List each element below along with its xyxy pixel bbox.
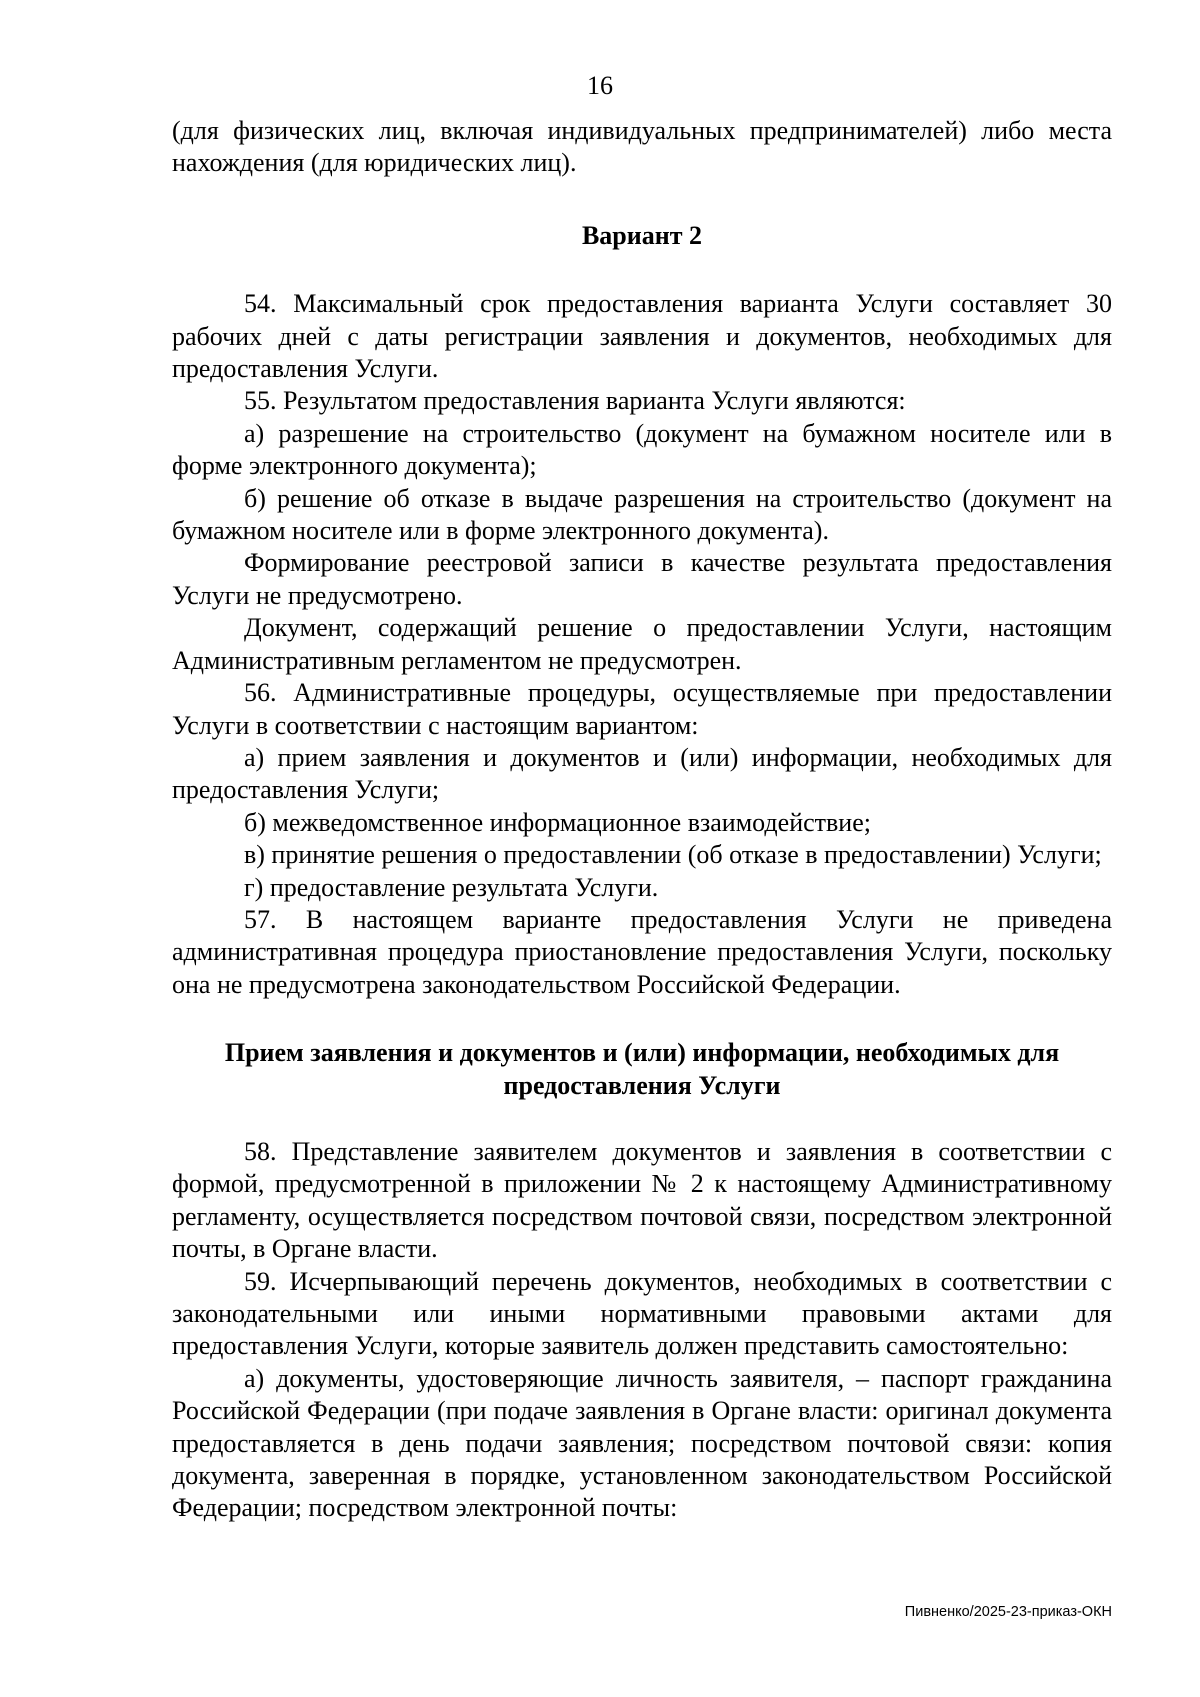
paragraph-55-a: а) разрешение на строительство (документ на бумажном носителе или в форме электронного документа); [172, 418, 1112, 481]
paragraph-56-c: в) принятие решения о предоставлении (об отказе в предоставлении) Услуги; [244, 840, 1102, 870]
paragraph-56-a: а) прием заявления и документов и (или) информации, необходимых для предоставления Услуги; [172, 742, 1112, 805]
paragraph-55-b: б) решение об отказе в выдаче разрешения на строительство (документ на бумажном носителе или в форме электронного документа). [172, 483, 1112, 546]
paragraph-56-b: б) межведомственное информационное взаимодействие; [244, 807, 871, 837]
paragraph-57: 57. В настоящем варианте предоставления Услуги не приведена административная процедура приостановление предоставления Услуги, поскольку она не предусмотрена законодательством Российской Федерации. [172, 904, 1112, 999]
paragraph-registry-record: Формирование реестровой записи в качестве результата предоставления Услуги не предусмотрено. [172, 548, 1112, 610]
paragraph-56: 56. Административные процедуры, осуществляемые при предоставлении Услуги в соответствии с настоящим вариантом: [172, 678, 1112, 740]
paragraph-continuation: (для физических лиц, включая индивидуальных предпринимателей) либо места нахождения (для юридических лиц). [172, 116, 1112, 178]
paragraph-58: 58. Представление заявителем документов и заявления в соответствии с формой, предусмотренной в приложении № 2 к настоящему Административному регламенту, осуществляется посредством почтовой связи, посредством электронной почты, в Органе власти. [172, 1136, 1112, 1264]
paragraph-54: 54. Максимальный срок предоставления варианта Услуги составляет 30 рабочих дней с даты регистрации заявления и документов, необходимых для предоставления Услуги. [172, 289, 1112, 384]
paragraph-56-d: г) предоставление результата Услуги. [244, 872, 659, 902]
heading-variant-2: Вариант 2 [581, 220, 703, 250]
page-number: 16 [587, 71, 613, 100]
heading-reception: Прием заявления и документов и (или) информации, необходимых для предоставления Услуги [224, 1038, 1060, 1100]
paragraph-decision-document: Документ, содержащий решение о предоставлении Услуги, настоящим Административным регламентом не предусмотрен. [172, 613, 1112, 675]
paragraph-59-a: а) документы, удостоверяющие личность заявителя, – паспорт гражданина Российской Федерации (при подаче заявления в Органе власти: оригинал документа предоставляется в день подачи заявления; посредством почтовой связи: копия документа, заверенная в порядке, установленном законодательством Российской Федерации; посредством электронной почты: [172, 1363, 1112, 1523]
paragraph-59: 59. Исчерпывающий перечень документов, необходимых в соответствии с законодательными или иными нормативными правовыми актами для предоставления Услуги, которые заявитель должен представить самостоятельно: [172, 1266, 1112, 1361]
document-body [172, 115, 1112, 1525]
footer-document-id: Пивненко/2025-23-приказ-ОКН [904, 1604, 1112, 1620]
paragraph-55: 55. Результатом предоставления варианта Услуги являются: [244, 386, 906, 416]
